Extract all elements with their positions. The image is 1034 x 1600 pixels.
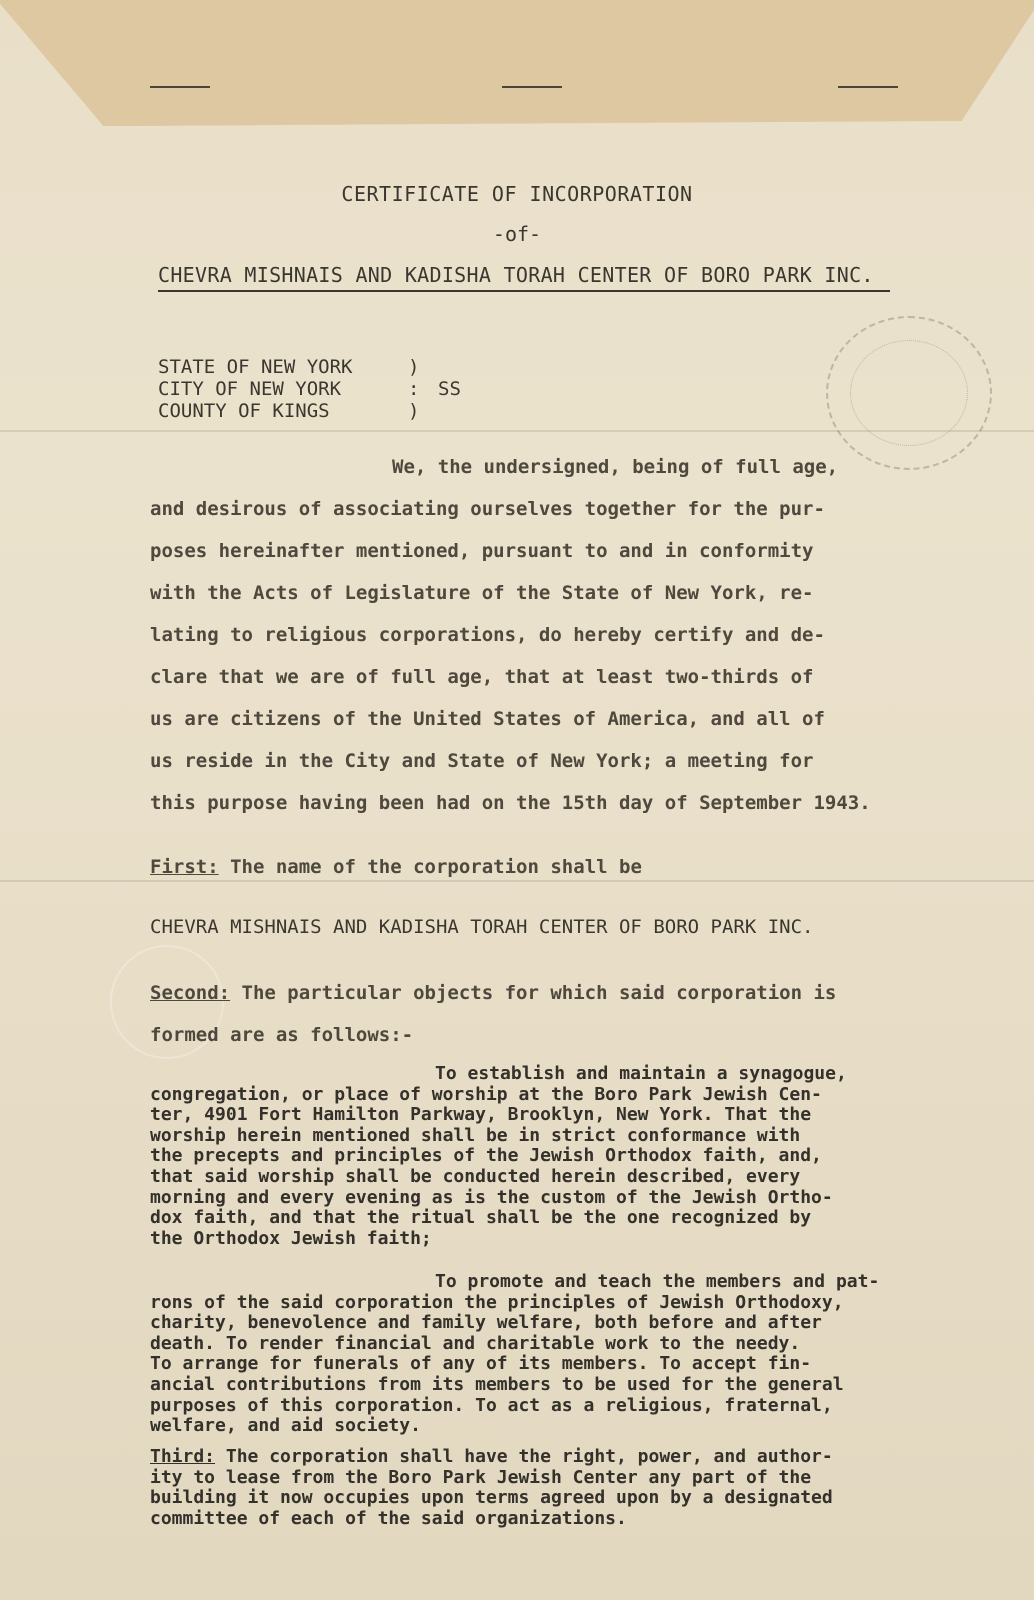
preamble-line: and desirous of associating ourselves together for the pur- — [150, 498, 825, 520]
objects-line: To promote and teach the members and pat- — [435, 1271, 880, 1292]
objects-line: purposes of this corporation. To act as a religious, fraternal, — [150, 1394, 833, 1416]
first-text: The name of the corporation shall be — [218, 856, 642, 878]
venue-bracket: ) — [408, 356, 420, 378]
objects-line: that said worship shall be conducted herein described, every — [150, 1165, 801, 1187]
preamble-paragraph — [150, 446, 910, 824]
of-line: -of- — [492, 222, 542, 246]
objects-line: rons of the said corporation the principles of Jewish Orthodoxy, — [150, 1291, 844, 1313]
venue-block — [158, 356, 498, 422]
third-line: building it now occupies upon terms agreed upon by a designated — [150, 1487, 833, 1509]
third-label: Third: — [150, 1446, 216, 1467]
second-label: Second: — [150, 982, 231, 1004]
second-line: formed are as follows:- — [150, 1024, 414, 1046]
envelope-fold — [0, 0, 1034, 126]
objects-line: To arrange for funerals of any of its members. To accept fin- — [150, 1353, 812, 1375]
seal-inner-ring — [850, 340, 968, 446]
fold-mark — [502, 86, 562, 88]
preamble-line: us reside in the City and State of New York; a meeting for — [150, 750, 814, 772]
objects-line: congregation, or place of worship at the Boro Park Jewish Cen- — [150, 1083, 822, 1105]
venue-row — [158, 400, 498, 422]
venue-bracket: ) — [408, 400, 420, 422]
objects-line: worship herein mentioned shall be in strict conformance with — [150, 1124, 801, 1146]
objects-line: To establish and maintain a synagogue, — [435, 1063, 847, 1084]
fold-mark — [838, 86, 898, 88]
venue-ss: SS — [438, 378, 461, 400]
preamble-line: poses hereinafter mentioned, pursuant to and in conformity — [150, 540, 814, 562]
objects-line: welfare, and aid society. — [150, 1415, 421, 1437]
third-line — [150, 1447, 940, 1468]
venue-row — [158, 356, 498, 378]
venue-city: CITY OF NEW YORK — [158, 378, 342, 400]
third-line: ity to lease from the Boro Park Jewish Center any part of the — [150, 1466, 812, 1488]
third-line: committee of each of the said organizations. — [150, 1507, 627, 1529]
preamble-line: lating to religious corporations, do hereby certify and de- — [150, 624, 825, 646]
preamble-line: We, the undersigned, being of full age, — [392, 456, 839, 478]
objects-line: the Orthodox Jewish faith; — [150, 1227, 432, 1249]
second-text: The particular objects for which said corporation is — [230, 982, 837, 1004]
fold-mark — [150, 86, 210, 88]
venue-state: STATE OF NEW YORK — [158, 356, 353, 378]
venue-bracket: : — [408, 378, 420, 400]
third-article — [150, 1447, 940, 1529]
first-line — [150, 846, 910, 888]
second-article — [150, 972, 910, 1056]
first-article — [150, 846, 910, 888]
objects-line: dox faith, and that the ritual shall be the one recognized by — [150, 1207, 812, 1229]
objects-line: the precepts and principles of the Jewish Orthodox faith, and, — [150, 1145, 822, 1167]
corporation-heading: CHEVRA MISHNAIS AND KADISHA TORAH CENTER OF BORO PARK INC. — [158, 263, 890, 292]
objects-paragraph-2 — [150, 1272, 940, 1437]
preamble-line: us are citizens of the United States of America, and all of — [150, 708, 825, 730]
objects-line: ter, 4901 Fort Hamilton Parkway, Brooklyn, New York. That the — [150, 1104, 812, 1126]
second-line — [150, 972, 910, 1014]
preamble-line: clare that we are of full age, that at least two-thirds of — [150, 666, 814, 688]
corporation-name: CHEVRA MISHNAIS AND KADISHA TORAH CENTER OF BORO PARK INC. — [150, 916, 814, 938]
preamble-line: this purpose having been had on the 15th day of September 1943. — [150, 792, 871, 814]
first-label: First: — [150, 856, 219, 878]
objects-line: death. To render financial and charitable work to the needy. — [150, 1332, 801, 1354]
objects-paragraph-1 — [150, 1064, 940, 1249]
venue-county: COUNTY OF KINGS — [158, 400, 330, 422]
objects-line: morning and every evening as is the custom of the Jewish Ortho- — [150, 1186, 833, 1208]
document-title: CERTIFICATE OF INCORPORATION — [341, 182, 693, 206]
objects-line: ancial contributions from its members to be used for the general — [150, 1373, 844, 1395]
venue-row — [158, 378, 498, 400]
preamble-line: with the Acts of Legislature of the State of New York, re- — [150, 582, 814, 604]
third-text: The corporation shall have the right, power, and author- — [215, 1446, 833, 1467]
objects-line: charity, benevolence and family welfare, both before and after — [150, 1312, 822, 1334]
